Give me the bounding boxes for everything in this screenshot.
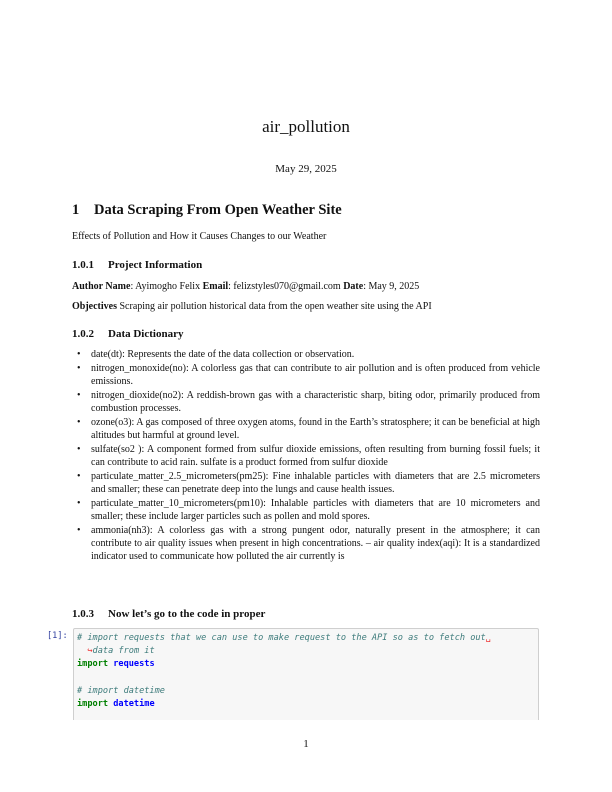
objectives-value: Scraping air pollution historical data from the open weather site using the API xyxy=(117,301,432,312)
email-label: Email xyxy=(202,281,229,292)
author-value: : Ayimogho Felix xyxy=(130,281,203,292)
line-wrap-end-icon: ␣ xyxy=(485,633,491,643)
objectives-label: Objectives xyxy=(72,301,117,312)
objectives-line xyxy=(72,300,540,313)
date-value: : May 9, 2025 xyxy=(363,281,420,292)
section-heading xyxy=(72,202,342,219)
list-item: • nitrogen_monoxide(no): A colorless gas that can contribute to air pollution and is often produced from vehicle emissions. xyxy=(77,362,540,387)
code-comment: # import datetime xyxy=(77,685,165,696)
date-label: Date xyxy=(343,281,364,292)
import-keyword: import xyxy=(77,659,109,670)
list-item: • sulfate(so2 ): A component formed from sulfur dioxide emissions, often resulting from burning fossil fuels; it can contribute to acid rain. sulfate is a product formed from sulfur dioxide xyxy=(77,443,540,468)
list-item: • particulate_matter_2.5_micrometers(pm25): Fine inhalable particles with diameters that are 2.5 micrometers and smaller; these can penetrate deep into the lungs and cause health issues. xyxy=(77,470,540,495)
author-label: Author Name xyxy=(72,281,131,292)
bullet-icon: • xyxy=(77,524,81,536)
cell-prompt: [1]: xyxy=(47,631,68,641)
bullet-icon: • xyxy=(77,416,81,428)
subsection-title: Project Information xyxy=(108,259,203,271)
bullet-icon: • xyxy=(77,470,81,482)
author-line xyxy=(72,280,540,293)
bullet-icon: • xyxy=(77,349,81,360)
module-name: datetime xyxy=(113,699,155,710)
bullet-icon: • xyxy=(77,497,81,509)
list-item: • particulate_matter_10_micrometers(pm10): Inhalable particles with diameters that are 10 micrometers and smaller; these include larger particles such as pollen and mold spores. xyxy=(77,497,540,522)
code-input[interactable] xyxy=(73,628,539,720)
section-title: Data Scraping From Open Weather Site xyxy=(94,202,342,218)
page-number: 1 xyxy=(303,738,309,750)
code-comment: # import requests that we can use to make request to the API so as to fetch out xyxy=(77,633,486,643)
bullet-icon: • xyxy=(77,362,81,374)
email-value: : felizstyles070@gmail.com xyxy=(228,281,344,292)
project-info-heading xyxy=(72,259,202,271)
import-keyword: import xyxy=(77,699,109,710)
bullet-icon: • xyxy=(77,389,81,401)
subsection-number: 1.0.2 xyxy=(72,328,94,340)
list-item: • date(dt): Represents the date of the data collection or observation. xyxy=(77,349,355,360)
list-item: • ammonia(nh3): A colorless gas with a strong pungent odor, naturally present in the atmosphere; it can contribute to air quality issues when present in high concentrations. – air quality index(aqi): It is a standardized indicator used to communicate how polluted the air currently is xyxy=(77,524,540,563)
subsection-number: 1.0.3 xyxy=(72,608,94,620)
line-wrap-start-icon: ↪ xyxy=(87,646,93,657)
document-title: air_pollution xyxy=(262,117,350,136)
subsection-number: 1.0.1 xyxy=(72,259,94,271)
list-item: • ozone(o3): A gas composed of three oxygen atoms, found in the Earth’s stratosphere; it can be beneficial at high altitudes but harmful at ground level. xyxy=(77,416,540,441)
bullet-icon: • xyxy=(77,443,81,455)
code-comment-continued: data from it xyxy=(92,646,155,657)
data-dictionary-list xyxy=(72,348,540,564)
section-number: 1 xyxy=(72,202,80,218)
subsection-title: Now let’s go to the code in proper xyxy=(108,608,266,620)
section-intro: Effects of Pollution and How it Causes Changes to our Weather xyxy=(72,231,327,242)
document-date: May 29, 2025 xyxy=(275,163,337,175)
module-name: requests xyxy=(113,659,155,670)
list-item: • nitrogen_dioxide(no2): A reddish-brown gas with a characteristic sharp, biting odor, primarily produced from combustion processes. xyxy=(77,389,540,414)
subsection-title: Data Dictionary xyxy=(108,328,184,340)
code-section-heading xyxy=(72,608,265,620)
data-dictionary-heading xyxy=(72,328,183,340)
